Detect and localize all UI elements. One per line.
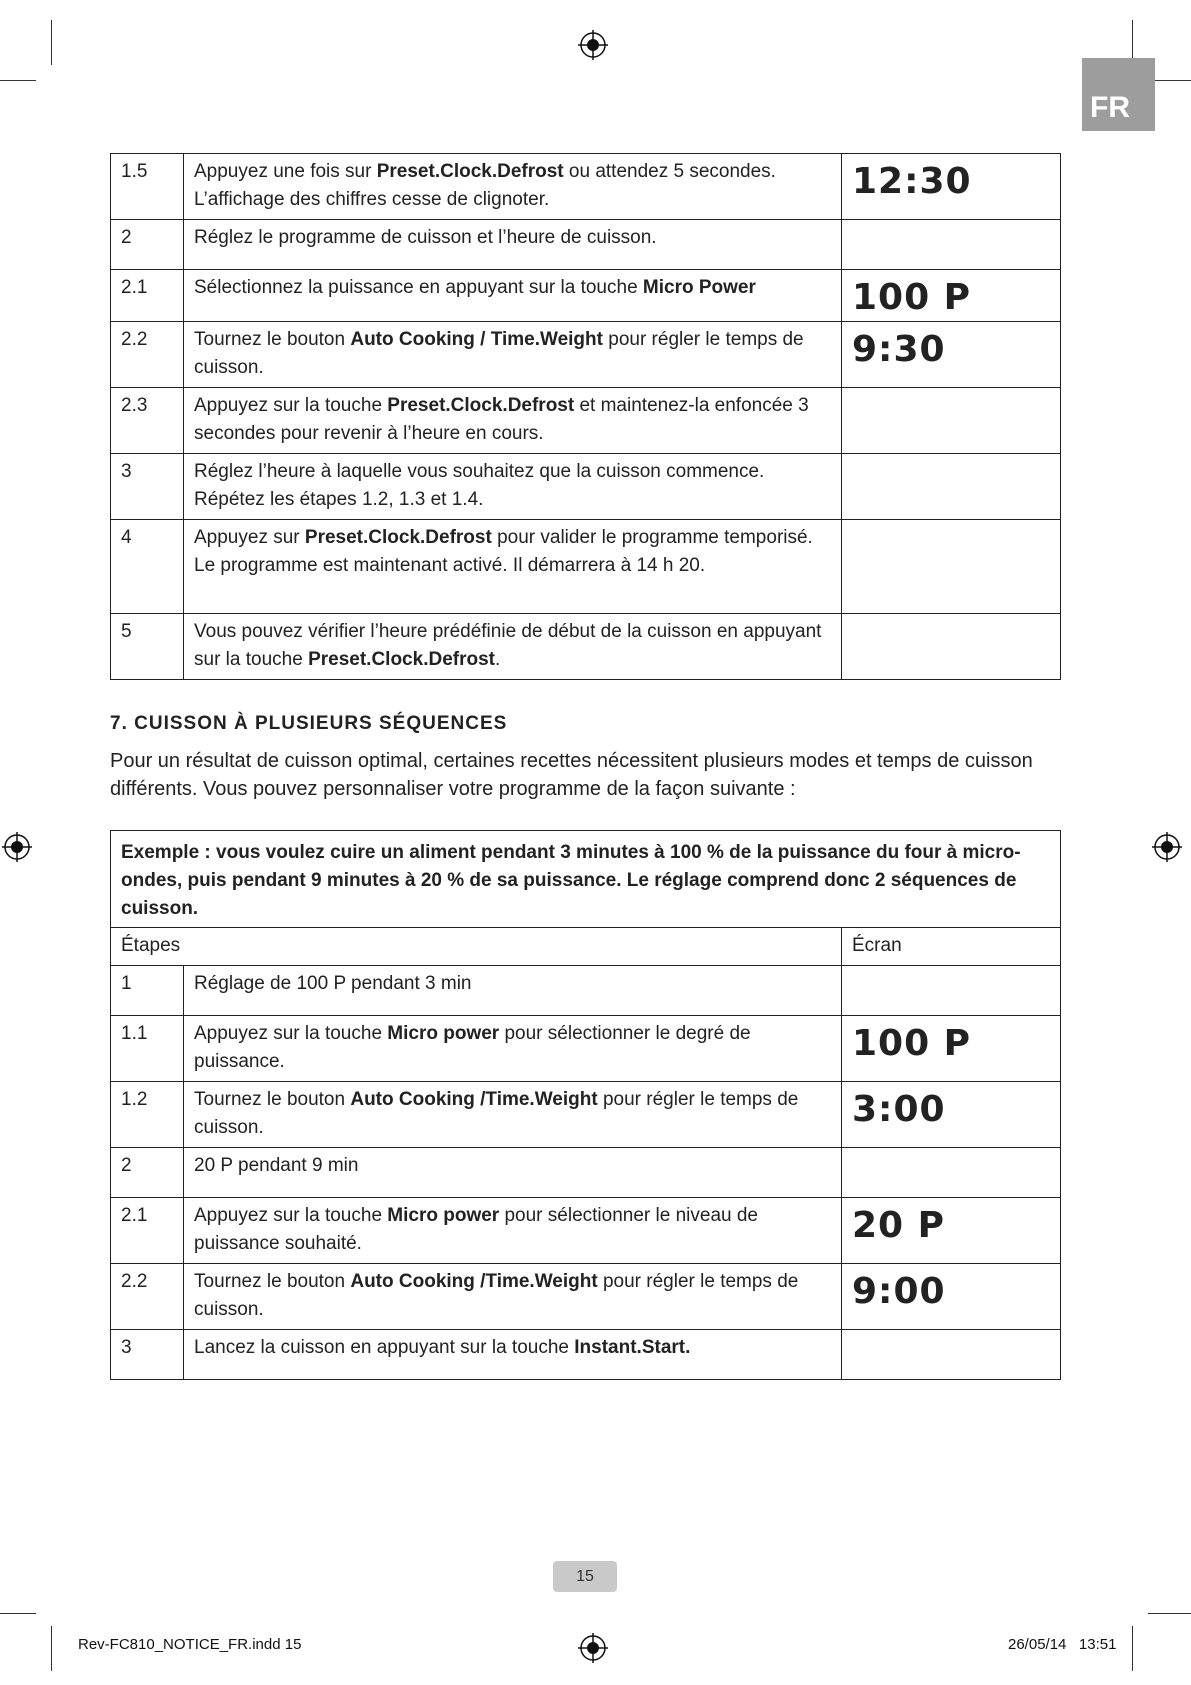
registration-mark-icon — [2, 832, 32, 862]
table-row — [111, 1330, 1061, 1380]
step-description — [184, 1330, 842, 1380]
display-readout — [842, 220, 1061, 270]
example-row — [111, 831, 1061, 928]
display-readout: 100 P — [842, 270, 1061, 322]
table-row — [111, 1148, 1061, 1198]
header-screen: Écran — [842, 928, 1061, 966]
button-name: Preset.Clock.Defrost — [304, 527, 492, 548]
table-row — [111, 220, 1061, 270]
footer-file-name: Rev-FC810_NOTICE_FR.indd 15 — [78, 1636, 302, 1653]
table-row — [111, 270, 1061, 322]
step-description — [184, 454, 842, 520]
step-text: Appuyez sur la touche — [194, 1023, 388, 1044]
section-intro: Pour un résultat de cuisson optimal, certaines recettes nécessitent plusieurs modes et temps de cuisson différents. Vous pouvez personnaliser votre programme de la façon suivante : — [110, 750, 1033, 800]
button-name: Preset.Clock.Defrost — [387, 395, 575, 416]
table-row — [111, 454, 1061, 520]
table-row — [111, 1264, 1061, 1330]
display-readout — [842, 1148, 1061, 1198]
crop-mark — [0, 80, 36, 81]
step-text: Réglez l’heure à laquelle vous souhaitez que la cuisson commence. Répétez les étapes 1.2, 1.3 et 1.4. — [194, 461, 765, 510]
step-description — [184, 520, 842, 614]
crop-mark — [0, 1613, 36, 1614]
step-number: 2 — [111, 220, 184, 270]
step-number: 2.1 — [111, 1198, 184, 1264]
table-header-row — [111, 928, 1061, 966]
step-description — [184, 322, 842, 388]
button-name: Instant.Start. — [574, 1337, 691, 1358]
step-number: 1.1 — [111, 1016, 184, 1082]
step-number: 2.1 — [111, 270, 184, 322]
step-description — [184, 1264, 842, 1330]
step-text: . — [494, 649, 501, 670]
step-description — [184, 270, 842, 322]
button-name: Micro power — [387, 1205, 500, 1226]
step-text: et maintenez-la enfoncée 3 secondes pour revenir à l’heure en cours. — [194, 395, 809, 444]
step-number: 3 — [111, 454, 184, 520]
header-steps: Étapes — [111, 928, 842, 966]
step-number: 5 — [111, 614, 184, 680]
button-name: Auto Cooking /Time.Weight — [350, 1271, 598, 1292]
step-text: Lancez la cuisson en appuyant sur la touche — [194, 1337, 575, 1358]
table-row — [111, 1016, 1061, 1082]
crop-mark — [51, 1626, 52, 1671]
table-row — [111, 1198, 1061, 1264]
crop-mark — [51, 20, 52, 65]
table-row — [111, 614, 1061, 680]
table-row — [111, 966, 1061, 1016]
display-readout — [842, 520, 1061, 614]
step-text: pour régler le temps de cuisson. — [194, 1271, 799, 1320]
step-number: 1.5 — [111, 154, 184, 220]
button-name: Auto Cooking /Time.Weight — [350, 1089, 598, 1110]
registration-mark-icon — [1152, 832, 1182, 862]
step-text: pour sélectionner le degré de puissance. — [194, 1023, 751, 1072]
display-readout: 100 P — [842, 1016, 1061, 1082]
step-number: 1.2 — [111, 1082, 184, 1148]
step-text: Appuyez sur la touche — [194, 395, 388, 416]
step-text: pour régler le temps de cuisson. — [194, 1089, 799, 1138]
display-readout: 9:30 — [842, 322, 1061, 388]
step-description — [184, 1148, 842, 1198]
step-description — [184, 614, 842, 680]
section-heading: 7. CUISSON À PLUSIEURS SÉQUENCES — [110, 713, 508, 734]
button-name: Auto Cooking / Time.Weight — [350, 329, 603, 350]
steps-table-delayed-start — [110, 153, 1061, 680]
step-number: 3 — [111, 1330, 184, 1380]
button-name: Preset.Clock.Defrost — [376, 161, 564, 182]
display-readout — [842, 1330, 1061, 1380]
step-description — [184, 966, 842, 1016]
step-number: 4 — [111, 520, 184, 614]
display-readout: 20 P — [842, 1198, 1061, 1264]
page-number: 15 — [553, 1561, 617, 1592]
table-row — [111, 1082, 1061, 1148]
step-text: 20 P pendant 9 min — [194, 1155, 359, 1176]
table-row — [111, 322, 1061, 388]
step-text: Tournez le bouton — [194, 1089, 351, 1110]
button-name: Micro power — [387, 1023, 500, 1044]
step-description — [184, 1016, 842, 1082]
step-description — [184, 388, 842, 454]
step-text: Tournez le bouton — [194, 329, 351, 350]
display-readout: 3:00 — [842, 1082, 1061, 1148]
step-text: pour sélectionner le niveau de puissance souhaité. — [194, 1205, 758, 1254]
step-description — [184, 1082, 842, 1148]
registration-mark-icon — [578, 1633, 608, 1663]
display-readout: 12:30 — [842, 154, 1061, 220]
step-number: 2 — [111, 1148, 184, 1198]
step-number: 2.2 — [111, 1264, 184, 1330]
button-name: Preset.Clock.Defrost — [308, 649, 495, 670]
display-readout — [842, 614, 1061, 680]
step-text: pour régler le temps de cuisson. — [194, 329, 804, 378]
display-readout — [842, 388, 1061, 454]
step-text: Réglage de 100 P pendant 3 min — [194, 973, 472, 994]
display-readout: 9:00 — [842, 1264, 1061, 1330]
steps-table-multi-sequence — [110, 830, 1061, 1380]
registration-mark-icon — [578, 30, 608, 60]
step-text: Réglez le programme de cuisson et l’heure de cuisson. — [194, 227, 657, 248]
step-number: 1 — [111, 966, 184, 1016]
step-text: Vous pouvez vérifier l’heure prédéfinie de début de la cuisson en appuyant sur la touche — [194, 621, 822, 670]
step-text: Appuyez sur la touche — [194, 1205, 388, 1226]
crop-mark — [1148, 1613, 1191, 1614]
step-text: Appuyez sur — [194, 527, 305, 548]
step-description — [184, 220, 842, 270]
button-name: Micro Power — [642, 277, 756, 298]
step-description — [184, 154, 842, 220]
language-tab: FR — [1082, 58, 1155, 131]
step-number: 2.3 — [111, 388, 184, 454]
step-description — [184, 1198, 842, 1264]
table-row — [111, 388, 1061, 454]
step-text: Tournez le bouton — [194, 1271, 351, 1292]
step-text: Appuyez une fois sur — [194, 161, 377, 182]
footer-date-time: 26/05/14 13:51 — [1008, 1636, 1117, 1653]
step-text: ou attendez 5 secondes. L’affichage des chiffres cesse de clignoter. — [194, 161, 776, 210]
table-row — [111, 520, 1061, 614]
step-text: Sélectionnez la puissance en appuyant sur la touche — [194, 277, 643, 298]
example-text: Exemple : vous voulez cuire un aliment pendant 3 minutes à 100 % de la puissance du four à micro-ondes, puis pendant 9 minutes à 20 % de sa puissance. Le réglage comprend donc 2 séquences de cuisson. — [111, 831, 1061, 928]
display-readout — [842, 454, 1061, 520]
step-text: pour valider le programme temporisé. Le programme est maintenant activé. Il démarrera à 14 h 20. — [194, 527, 813, 576]
step-number: 2.2 — [111, 322, 184, 388]
display-readout — [842, 966, 1061, 1016]
crop-mark — [1132, 1626, 1133, 1671]
table-row — [111, 154, 1061, 220]
